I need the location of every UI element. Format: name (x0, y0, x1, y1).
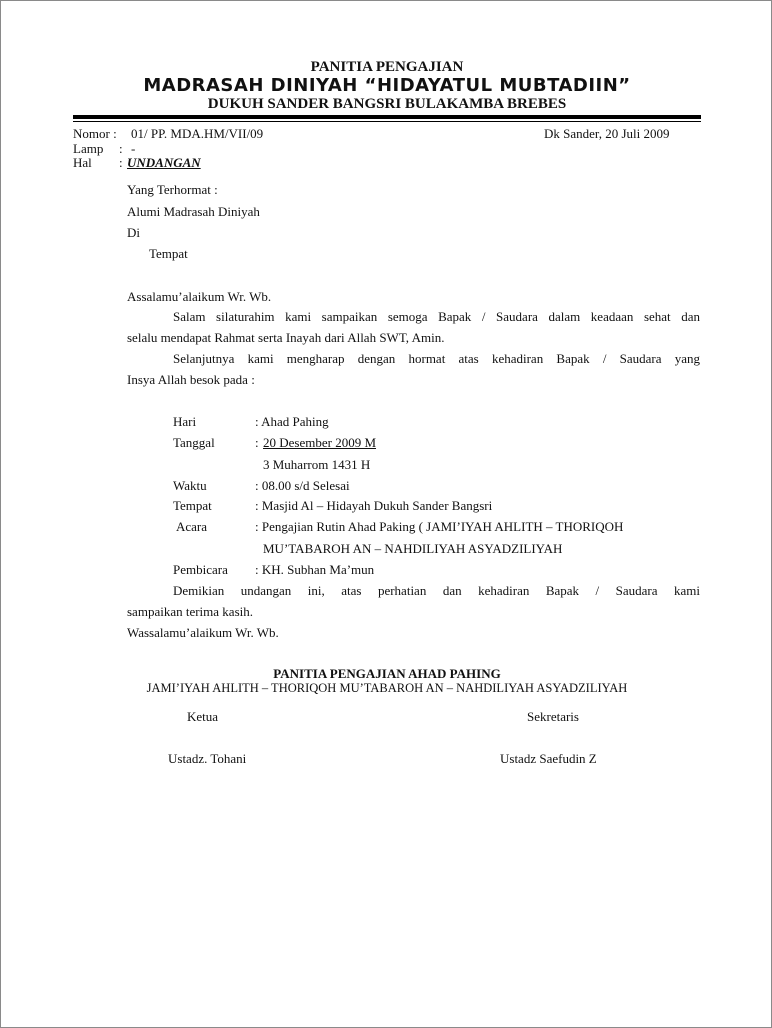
lamp-label: Lamp (73, 141, 104, 156)
signature-left-name: Ustadz. Tohani (168, 751, 247, 766)
hal-separator: : (119, 155, 123, 170)
hari-value: : Ahad Pahing (255, 414, 329, 429)
paragraph-2-line-1: Selanjutnya kami mengharap dengan hormat atas kehadiran Bapak / Saudara yang (173, 351, 700, 366)
signature-right-role: Sekretaris (527, 709, 579, 724)
letterhead-address: DUKUH SANDER BANGSRI BULAKAMBA BREBES (207, 96, 567, 112)
acara-label: Acara (176, 519, 208, 534)
tanggal-value: 20 Desember 2009 M (263, 435, 377, 450)
greeting: Assalamu’alaikum Wr. Wb. (127, 289, 272, 304)
signature-right-name: Ustadz Saefudin Z (500, 751, 597, 766)
paragraph-1-line-2: selalu mendapat Rahmat serta Inayah dari Allah SWT, Amin. (127, 330, 445, 345)
lamp-separator: : (119, 141, 123, 156)
waktu-label: Waktu (173, 478, 207, 493)
tanggal-label: Tanggal (173, 435, 215, 450)
acara-value-continued: MU’TABAROH AN – NAHDILIYAH ASYADZILIYAH (263, 541, 563, 556)
acara-value: : Pengajian Rutin Ahad Paking ( JAMI’IYAH AHLITH – THORIQOH (255, 519, 624, 534)
paragraph-2-line-2: Insya Allah besok pada : (127, 372, 255, 387)
hari-label: Hari (173, 414, 197, 429)
signature-org-2: JAMI’IYAH AHLITH – THORIQOH MU’TABAROH AN – NAHDILIYAH ASYADZILIYAH (146, 681, 628, 695)
tanggal-colon: : (255, 435, 259, 450)
recipient-line-3: Di (127, 225, 140, 240)
letterhead-rule-thick (73, 115, 701, 119)
signature-left-role: Ketua (187, 709, 219, 724)
tempat-label: Tempat (173, 498, 212, 513)
letterhead-title: MADRASAH DINIYAH “HIDAYATUL MUBTADIIN” (143, 75, 631, 96)
tanggal-hijri: 3 Muharrom 1431 H (263, 457, 371, 472)
closing-salam: Wassalamu’alaikum Wr. Wb. (127, 625, 279, 640)
nomor-value: 01/ PP. MDA.HM/VII/09 (131, 126, 264, 141)
pembicara-value: : KH. Subhan Ma’mun (255, 562, 375, 577)
hal-value: UNDANGAN (127, 155, 201, 170)
letter-date: Dk Sander, 20 Juli 2009 (544, 126, 670, 141)
signature-org-1: PANITIA PENGAJIAN AHAD PAHING (273, 666, 501, 681)
lamp-value: - (131, 141, 136, 156)
waktu-value: : 08.00 s/d Selesai (255, 478, 350, 493)
tempat-value: : Masjid Al – Hidayah Dukuh Sander Bangsri (255, 498, 493, 513)
letterhead-line-1: PANITIA PENGAJIAN (310, 59, 464, 75)
paragraph-1-line-1: Salam silaturahim kami sampaikan semoga Bapak / Saudara dalam keadaan sehat dan (173, 309, 700, 324)
recipient-line-1: Yang Terhormat : (127, 182, 218, 197)
recipient-line-2: Alumi Madrasah Diniyah (127, 204, 260, 219)
closing-line-2: sampaikan terima kasih. (127, 604, 253, 619)
letterhead-rule-thin (73, 121, 701, 122)
pembicara-label: Pembicara (173, 562, 228, 577)
hal-label: Hal (73, 155, 92, 170)
closing-line-1: Demikian undangan ini, atas perhatian dan kehadiran Bapak / Saudara kami (173, 583, 700, 598)
nomor-label: Nomor : (73, 126, 117, 141)
recipient-line-4: Tempat (149, 246, 188, 261)
